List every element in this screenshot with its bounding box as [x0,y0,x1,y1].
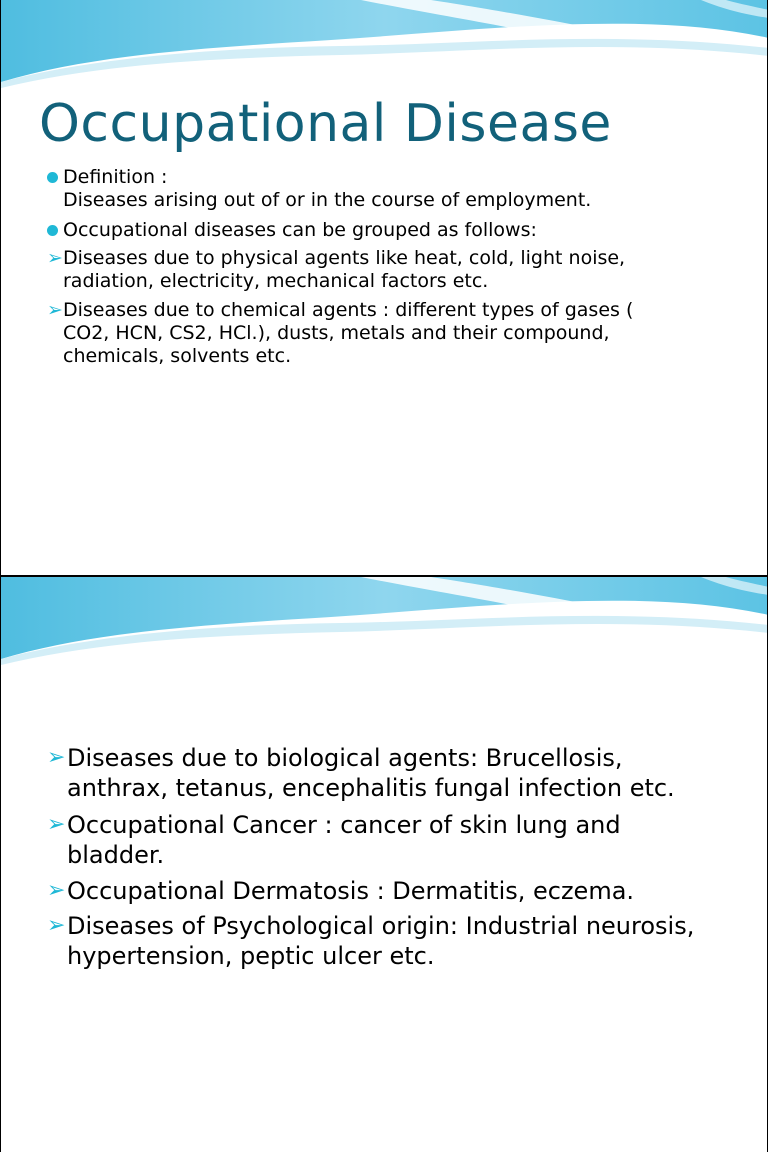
bullet-text: Occupational Cancer : cancer of skin lung and [67,811,621,839]
circle-bullet-icon [47,225,58,236]
bullet-text: Diseases due to chemical agents : different types of gases ( [63,299,634,321]
arrow-bullet-icon: ➢ [47,745,66,770]
header-wave-decoration [1,577,768,667]
bullet-text: hypertension, peptic ulcer etc. [67,942,435,970]
bullet-item-psychological [47,911,694,971]
bullet-item-definition [47,166,591,212]
bullet-item-grouping [47,219,537,242]
bullet-text: radiation, electricity, mechanical factors etc. [63,270,489,292]
bullet-item-biological-agents [47,743,675,803]
header-wave-decoration [1,0,768,90]
arrow-bullet-icon: ➢ [47,247,63,269]
slide-2 [0,576,768,1152]
bullet-text: Diseases arising out of or in the course of employment. [63,189,592,211]
bullet-text: Occupational Dermatosis : Dermatitis, eczema. [67,877,635,905]
bullet-item-dermatosis [47,876,634,906]
arrow-bullet-icon: ➢ [47,878,66,903]
bullet-text: Diseases due to biological agents: Brucellosis, [67,744,623,772]
slide-title: Occupational Disease [39,94,612,154]
arrow-bullet-icon: ➢ [47,812,66,837]
bullet-text: Diseases due to physical agents like heat, cold, light noise, [63,247,626,269]
bullet-text: Occupational diseases can be grouped as follows: [63,219,537,241]
arrow-bullet-icon: ➢ [47,913,66,938]
circle-bullet-icon [47,172,58,183]
bullet-text: anthrax, tetanus, encephalitis fungal infection etc. [67,774,675,802]
bullet-text: CO2, HCN, CS2, HCl.), dusts, metals and their compound, [63,322,610,344]
bullet-item-physical-agents [47,247,625,293]
bullet-item-chemical-agents [47,299,633,368]
bullet-item-cancer [47,810,621,870]
arrow-bullet-icon: ➢ [47,299,63,321]
bullet-text: Definition : [63,166,168,188]
bullet-text: bladder. [67,841,165,869]
bullet-text: Diseases of Psychological origin: Industrial neurosis, [67,912,695,940]
bullet-text: chemicals, solvents etc. [63,345,292,367]
